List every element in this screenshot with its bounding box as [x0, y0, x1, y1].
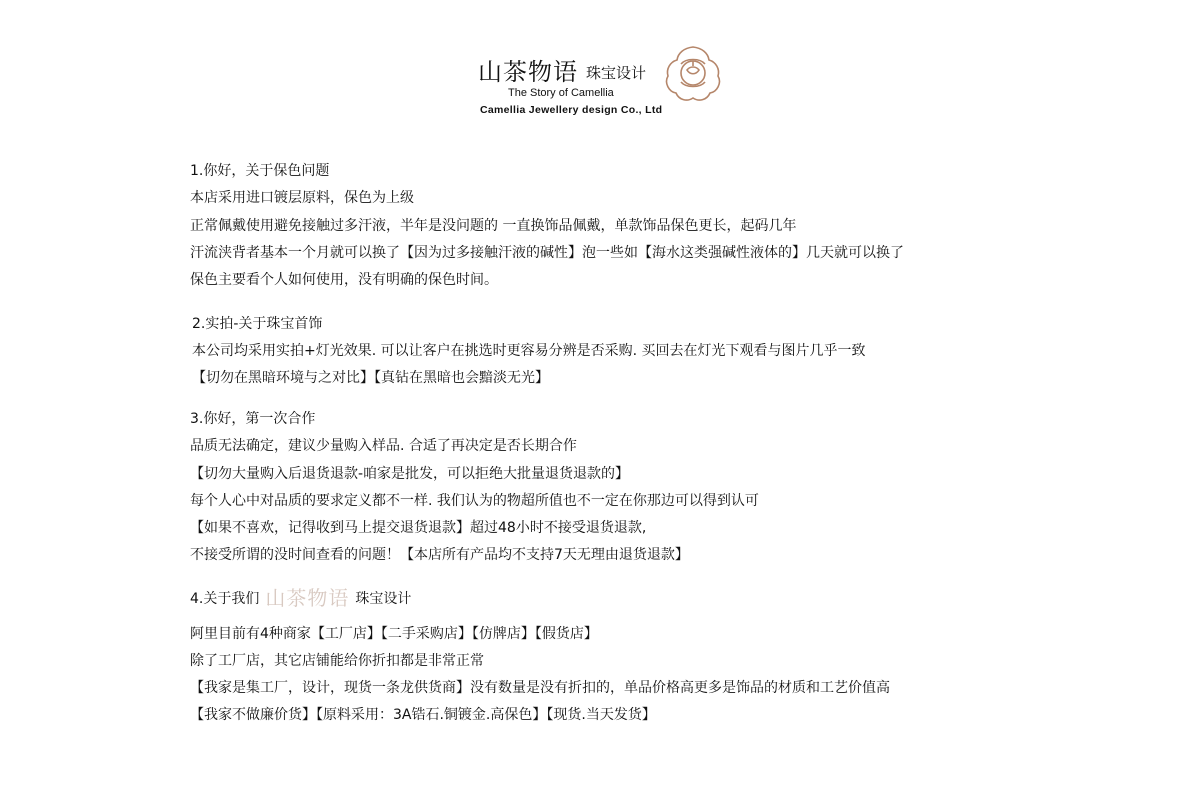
- section-4-line: 【我家不做廉价货】【原料采用：3A锆石.铜镀金.高保色】【现货.当天发货】: [190, 707, 656, 723]
- logo-name-en: The Story of Camellia: [508, 87, 614, 99]
- section-3-line: 品质无法确定，建议少量购入样品. 合适了再决定是否长期合作: [190, 438, 577, 454]
- section-3-line: 【切勿大量购入后退货退款-咱家是批发，可以拒绝大批量退货退款的】: [190, 466, 630, 482]
- section-4-heading-suffix: 珠宝设计: [355, 591, 412, 607]
- section-3-line: 每个人心中对品质的要求定义都不一样. 我们认为的物超所值也不一定在你那边可以得到认可: [190, 493, 759, 509]
- section-4-line: 【我家是集工厂，设计，现货一条龙供货商】没有数量是没有折扣的，单品价格高更多是饰品的材质和工艺价值高: [190, 680, 890, 696]
- section-1-line: 本店采用进口镀层原料，保色为上级: [190, 190, 414, 206]
- section-1-heading: 1.你好，关于保色问题: [190, 163, 330, 179]
- section-4-line: 除了工厂店，其它店铺能给你折扣都是非常正常: [190, 653, 484, 669]
- section-1-line: 保色主要看个人如何使用，没有明确的保色时间。: [190, 272, 498, 288]
- logo-tagline-cn: 珠宝设计: [586, 64, 647, 82]
- section-4-heading: [190, 586, 411, 611]
- camellia-flower-icon: [662, 42, 724, 104]
- logo-name-cn: 山茶物语: [478, 58, 578, 86]
- section-3-line: 【如果不喜欢，记得收到马上提交退货退款】超过48小时不接受退货退款,: [190, 520, 647, 536]
- section-4-heading-brand: 山茶物语: [265, 586, 350, 610]
- section-2-line: 【切勿在黑暗环境与之对比】【真钻在黑暗也会黯淡无光】: [192, 370, 549, 386]
- section-2-line: 本公司均采用实拍+灯光效果. 可以让客户在挑选时更容易分辨是否采购. 买回去在灯光下观看与图片几乎一致: [192, 343, 866, 359]
- section-4-heading-prefix: 4.关于我们: [190, 591, 260, 607]
- section-3-line: 不接受所谓的没时间查看的问题！【本店所有产品均不支持7天无理由退货退款】: [190, 547, 689, 563]
- section-3-heading: 3.你好，第一次合作: [190, 411, 316, 427]
- logo-company-en: Camellia Jewellery design Co., Ltd: [480, 104, 663, 116]
- section-1-line: 正常佩戴使用避免接触过多汗液，半年是没问题的 一直换饰品佩戴，单款饰品保色更长，起码几年: [190, 218, 797, 234]
- brand-logo: [476, 40, 736, 122]
- section-4-line: 阿里目前有4种商家【工厂店】【二手采购店】【仿牌店】【假货店】: [190, 626, 598, 642]
- section-1-line: 汗流浃背者基本一个月就可以换了【因为过多接触汗液的碱性】泡一些如【海水这类强碱性液体的】几天就可以换了: [190, 245, 904, 261]
- section-2-heading: 2.实拍-关于珠宝首饰: [192, 316, 323, 332]
